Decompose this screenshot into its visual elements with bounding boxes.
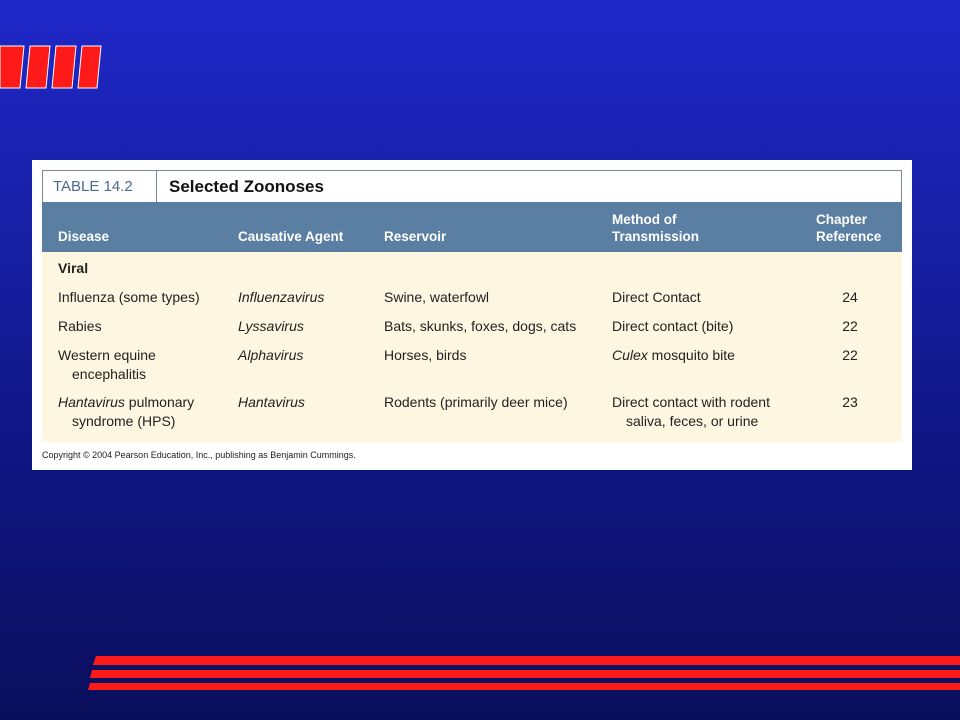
cell-agent: Alphavirus xyxy=(238,347,304,363)
cell-chapter: 22 xyxy=(842,347,858,363)
cell-reservoir: Rodents (primarily deer mice) xyxy=(384,394,568,410)
table-body xyxy=(42,252,902,442)
table-header-row xyxy=(42,202,902,252)
cell-agent: Influenzavirus xyxy=(238,289,325,305)
cell-disease: Rabies xyxy=(58,318,102,334)
table-title: Selected Zoonoses xyxy=(169,177,324,196)
header-method: Method of Transmission xyxy=(612,212,700,244)
cell-reservoir: Horses, birds xyxy=(384,347,467,363)
cell-chapter: 22 xyxy=(842,318,858,334)
header-reservoir: Reservoir xyxy=(384,229,447,244)
header-chapter-reference: Chapter Reference xyxy=(816,212,882,244)
cell-agent: Lyssavirus xyxy=(238,318,304,334)
header-causative-agent: Causative Agent xyxy=(238,229,344,244)
cell-reservoir: Swine, waterfowl xyxy=(384,289,490,305)
table-title-bar xyxy=(42,170,902,204)
category-viral: Viral xyxy=(58,260,89,276)
header-disease: Disease xyxy=(58,229,110,244)
red-stripes xyxy=(0,654,960,694)
table-number: TABLE 14.2 xyxy=(43,171,157,203)
zoonoses-table xyxy=(32,160,912,470)
cell-chapter: 23 xyxy=(842,394,858,410)
cell-disease: Hantavirus pulmonary syndrome (HPS) xyxy=(58,394,195,429)
cell-method: Direct contact (bite) xyxy=(612,318,734,334)
cell-agent: Hantavirus xyxy=(238,394,305,410)
cell-chapter: 24 xyxy=(842,289,858,305)
cell-method: Culex mosquito bite xyxy=(612,347,735,363)
cell-disease: Western equine encephalitis xyxy=(58,347,156,382)
cell-method: Direct contact with rodent saliva, feces, or urine xyxy=(612,394,770,429)
copyright-notice: Copyright © 2004 Pearson Education, Inc., publishing as Benjamin Cummings. xyxy=(42,450,356,460)
cell-disease: Influenza (some types) xyxy=(58,289,200,305)
cell-method: Direct Contact xyxy=(612,289,701,305)
cell-reservoir: Bats, skunks, foxes, dogs, cats xyxy=(384,318,577,334)
red-bars-logo xyxy=(0,42,110,92)
